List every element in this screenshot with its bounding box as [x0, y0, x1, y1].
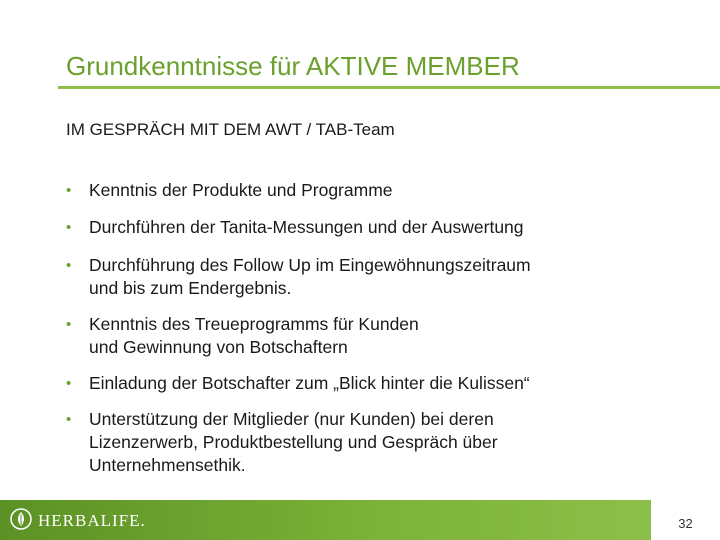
slide-title: Grundkenntnisse für AKTIVE MEMBER [66, 51, 520, 81]
footer-bar [0, 500, 720, 540]
bullet-text: Unterstützung der Mitglieder (nur Kunden) bei deren Lizenzerwerb, Produktbestellung und Gespräch über Unternehmensethik. [89, 409, 498, 475]
footer-gradient [0, 500, 648, 540]
bullet-dot-icon: • [66, 411, 72, 428]
page-number: 32 [678, 516, 693, 531]
bullet-text: Kenntnis der Produkte und Programme [89, 180, 393, 200]
slide-subtitle: IM GESPRÄCH MIT DEM AWT / TAB-Team [66, 120, 395, 139]
bullet-dot-icon: • [66, 375, 72, 392]
bullet-text: Durchführung des Follow Up im Eingewöhnungszeitraum und bis zum Endergebnis. [89, 255, 531, 298]
bullet-dot-icon: • [66, 316, 72, 333]
herbalife-leaf-icon [10, 508, 32, 535]
herbalife-logo [10, 510, 146, 532]
page-number-box [648, 500, 720, 540]
bullet-text: Kenntnis des Treueprogramms für Kunden und Gewinnung von Botschaftern [89, 314, 419, 357]
bullet-text: Einladung der Botschafter zum „Blick hinter die Kulissen“ [89, 373, 530, 393]
logo-text: HERBALIFE. [38, 511, 146, 530]
title-divider [58, 86, 720, 89]
bullet-dot-icon: • [66, 257, 72, 274]
bullet-dot-icon: • [66, 219, 72, 236]
bullet-text: Durchführen der Tanita-Messungen und der Auswertung [89, 217, 524, 237]
bullet-dot-icon: • [66, 182, 72, 199]
